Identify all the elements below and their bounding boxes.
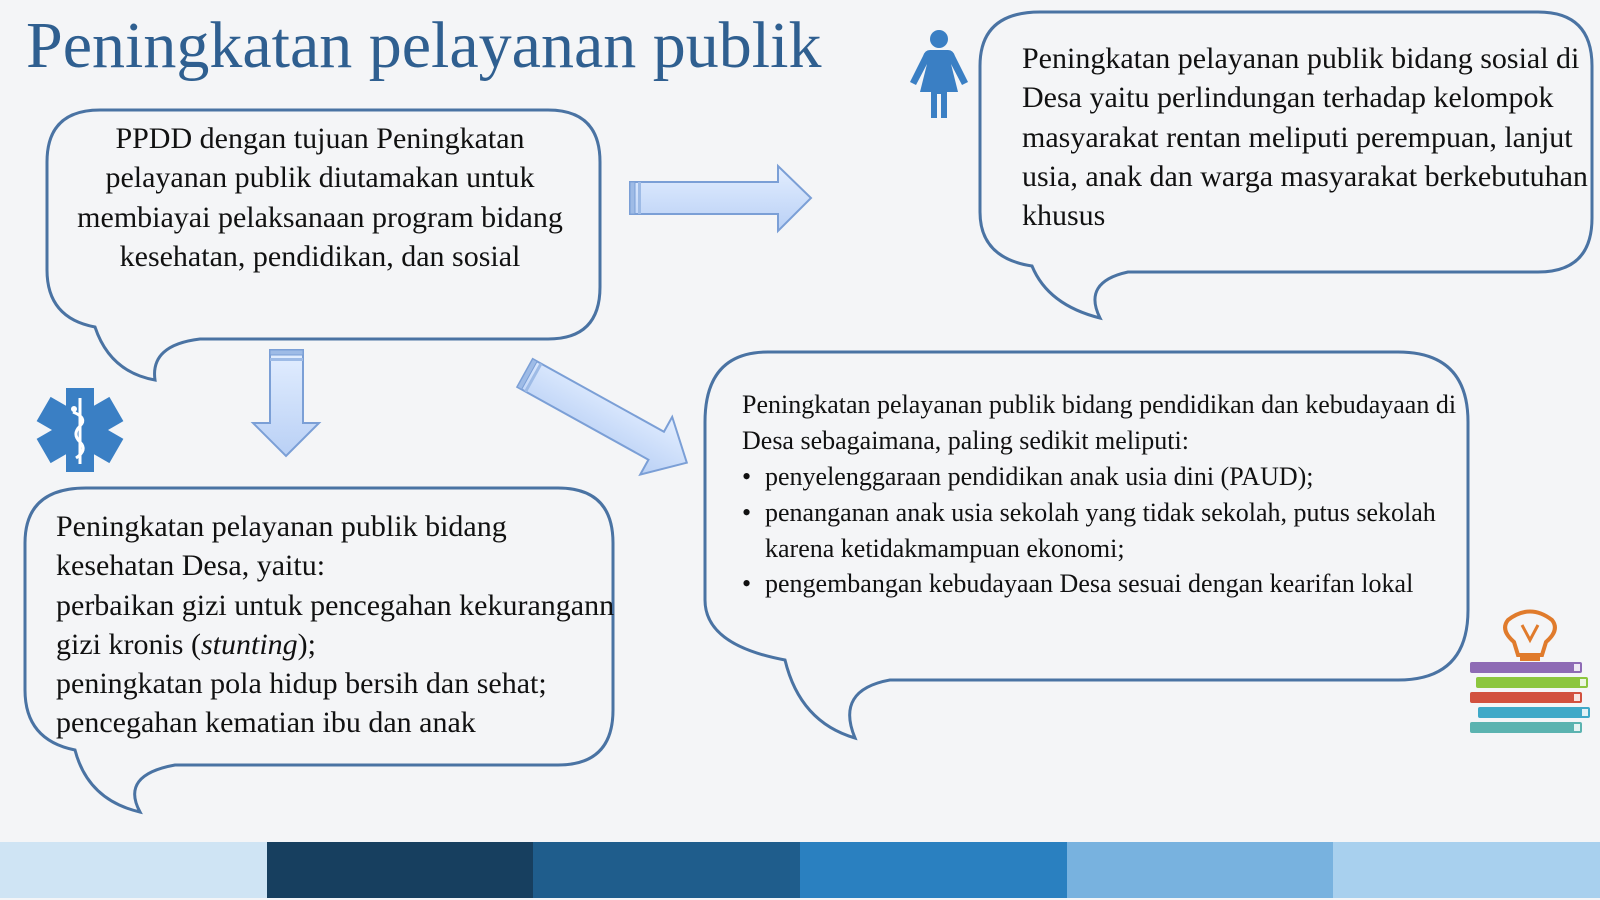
health-line-3: peningkatan pola hidup bersih dan sehat; bbox=[56, 667, 547, 701]
bubble-social-text: Peningkatan pelayanan publik bidang sosial di Desa yaitu perlindungan terhadap kelompok masyarakat rentan meliputi perempuan, lanjut usia, anak dan warga masyarakat berkebutuhan khusus bbox=[1022, 42, 1588, 233]
health-line-4: pencegahan kematian ibu dan anak bbox=[56, 706, 476, 740]
strip-segment-5 bbox=[1067, 842, 1334, 898]
education-list bbox=[742, 459, 1462, 603]
list-item: • penanganan anak usia sekolah yang tidak sekolah, putus sekolah karena ketidakmampuan ekonomi; bbox=[742, 495, 1462, 567]
health-line-2-italic: stunting bbox=[200, 627, 298, 661]
strip-segment-6 bbox=[1333, 842, 1600, 898]
strip-segment-3 bbox=[533, 842, 800, 898]
star-of-life-icon bbox=[37, 388, 124, 472]
page-title: Peningkatan pelayanan publik bbox=[26, 9, 822, 82]
arrow-right bbox=[630, 166, 811, 231]
strip-segment-1 bbox=[0, 842, 267, 898]
health-line-2-pre: perbaikan gizi untuk pencegahan kekurangann gizi kronis ( bbox=[56, 588, 615, 661]
bubble-education-text bbox=[742, 387, 1462, 602]
arrow-diagonal bbox=[509, 344, 703, 491]
strip-segment-2 bbox=[267, 842, 534, 898]
list-item: • pengembangan kebudayaan Desa sesuai dengan kearifan lokal bbox=[742, 566, 1462, 602]
strip-segment-4 bbox=[800, 842, 1067, 898]
health-line-2-post: ); bbox=[297, 627, 316, 661]
woman-icon bbox=[910, 30, 968, 118]
health-line-1: Peningkatan pelayanan publik bidang kesehatan Desa, yaitu: bbox=[56, 510, 507, 583]
education-intro: Peningkatan pelayanan publik bidang pendidikan dan kebudayaan di Desa sebagaimana, paling sedikit meliputi: bbox=[742, 390, 1457, 455]
books-lightbulb-icon bbox=[1470, 612, 1590, 734]
footer-color-strip bbox=[0, 842, 1600, 898]
list-item: • penyelenggaraan pendidikan anak usia dini (PAUD); bbox=[742, 459, 1462, 495]
health-line-2 bbox=[56, 586, 616, 665]
bubble-health-text bbox=[56, 507, 616, 743]
arrow-down bbox=[253, 350, 319, 456]
bubble-main-text: PPDD dengan tujuan Peningkatan pelayanan publik diutamakan untuk membiayai pelaksanaan program bidang kesehatan, pendidikan, dan sosial bbox=[77, 122, 563, 273]
